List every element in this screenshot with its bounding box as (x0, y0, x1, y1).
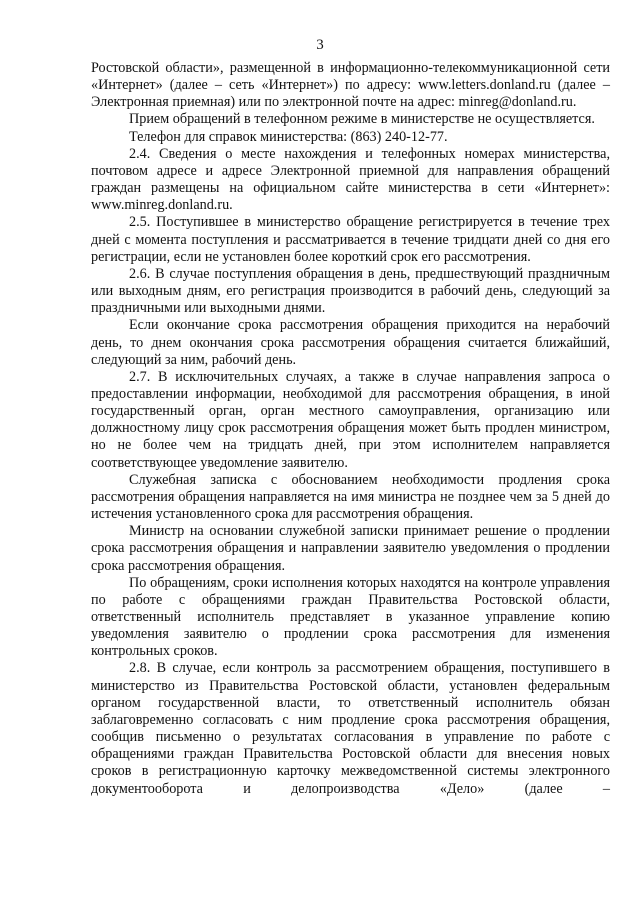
page-number: 3 (316, 37, 324, 53)
paragraph-continuation: Ростовской области», размещенной в информационно-телекоммуникационной сети «Интернет» (далее – сеть «Интернет») по адресу: www.letters.donland.ru (далее – Электронная приемная) или по электронной почте на адрес: minreg@donland.ru. (91, 60, 610, 111)
paragraph-2-5: 2.5. Поступившее в министерство обращение регистрируется в течение трех дней с момента поступления и рассматривается в течение тридцати дней со дня его регистрации, если не установлен более короткий срок его рассмотрения. (91, 214, 610, 265)
page-body (91, 60, 610, 798)
paragraph-phone-reception: Прием обращений в телефонном режиме в министерстве не осуществляется. (129, 111, 595, 128)
paragraph-2-8: 2.8. В случае, если контроль за рассмотрением обращения, поступившего в министерство из Правительства Ростовской области, установлен федеральным органом государственной власти, то ответственный исполнитель обязан заблаговременно согласовать с ним продление срока рассмотрения обращения, сообщив письменно о результатах согласования в управление по работе с обращениями граждан Правительства Ростовской области для внесения новых сроков в регистрационную карточку межведомственной системы электронного документооборота и делопроизводства «Дело» (далее – (91, 660, 610, 797)
paragraph-non-working-day: Если окончание срока рассмотрения обращения приходится на нерабочий день, то днем окончания срока рассмотрения обращения считается ближайший, следующий за ним, рабочий день. (91, 317, 610, 368)
paragraph-control-terms: По обращениям, сроки исполнения которых находятся на контроле управления по работе с обращениями граждан Правительства Ростовской области, ответственный исполнитель представляет в указанное управление копию уведомления заявителю о продлении срока рассмотрения для изменения контрольных сроков. (91, 574, 610, 660)
paragraph-reference-phone: Телефон для справок министерства: (863) 240-12-77. (129, 128, 448, 145)
paragraph-2-6: 2.6. В случае поступления обращения в день, предшествующий праздничным или выходным дням, его регистрация производится в рабочий день, следующий за праздничными или выходными днями. (91, 265, 610, 317)
paragraph-service-note: Служебная записка с обоснованием необходимости продления срока рассмотрения обращения направляется на имя министра не позднее чем за 5 дней до истечения установленного срока для рассмотрения обращения. (91, 471, 610, 523)
paragraph-2-7: 2.7. В исключительных случаях, а также в случае направления запроса о предоставлении информации, необходимой для рассмотрения обращения, в иной государственный орган, орган местного самоуправления, организацию или должностному лицу срок рассмотрения обращения может быть продлен министром, но не более чем на тридцать дней, при этом исполнителем направляется соответствующее уведомление заявителю. (91, 368, 610, 471)
paragraph-minister-decision: Министр на основании служебной записки принимает решение о продлении срока рассмотрения обращения и направлении заявителю уведомления о продлении срока рассмотрения обращения. (91, 523, 610, 574)
paragraph-2-4: 2.4. Сведения о месте нахождения и телефонных номерах министерства, почтовом адресе и адресе Электронной приемной для направления обращений граждан размещены на официальном сайте министерства в сети «Интернет»: www.minreg.donland.ru. (91, 145, 610, 214)
